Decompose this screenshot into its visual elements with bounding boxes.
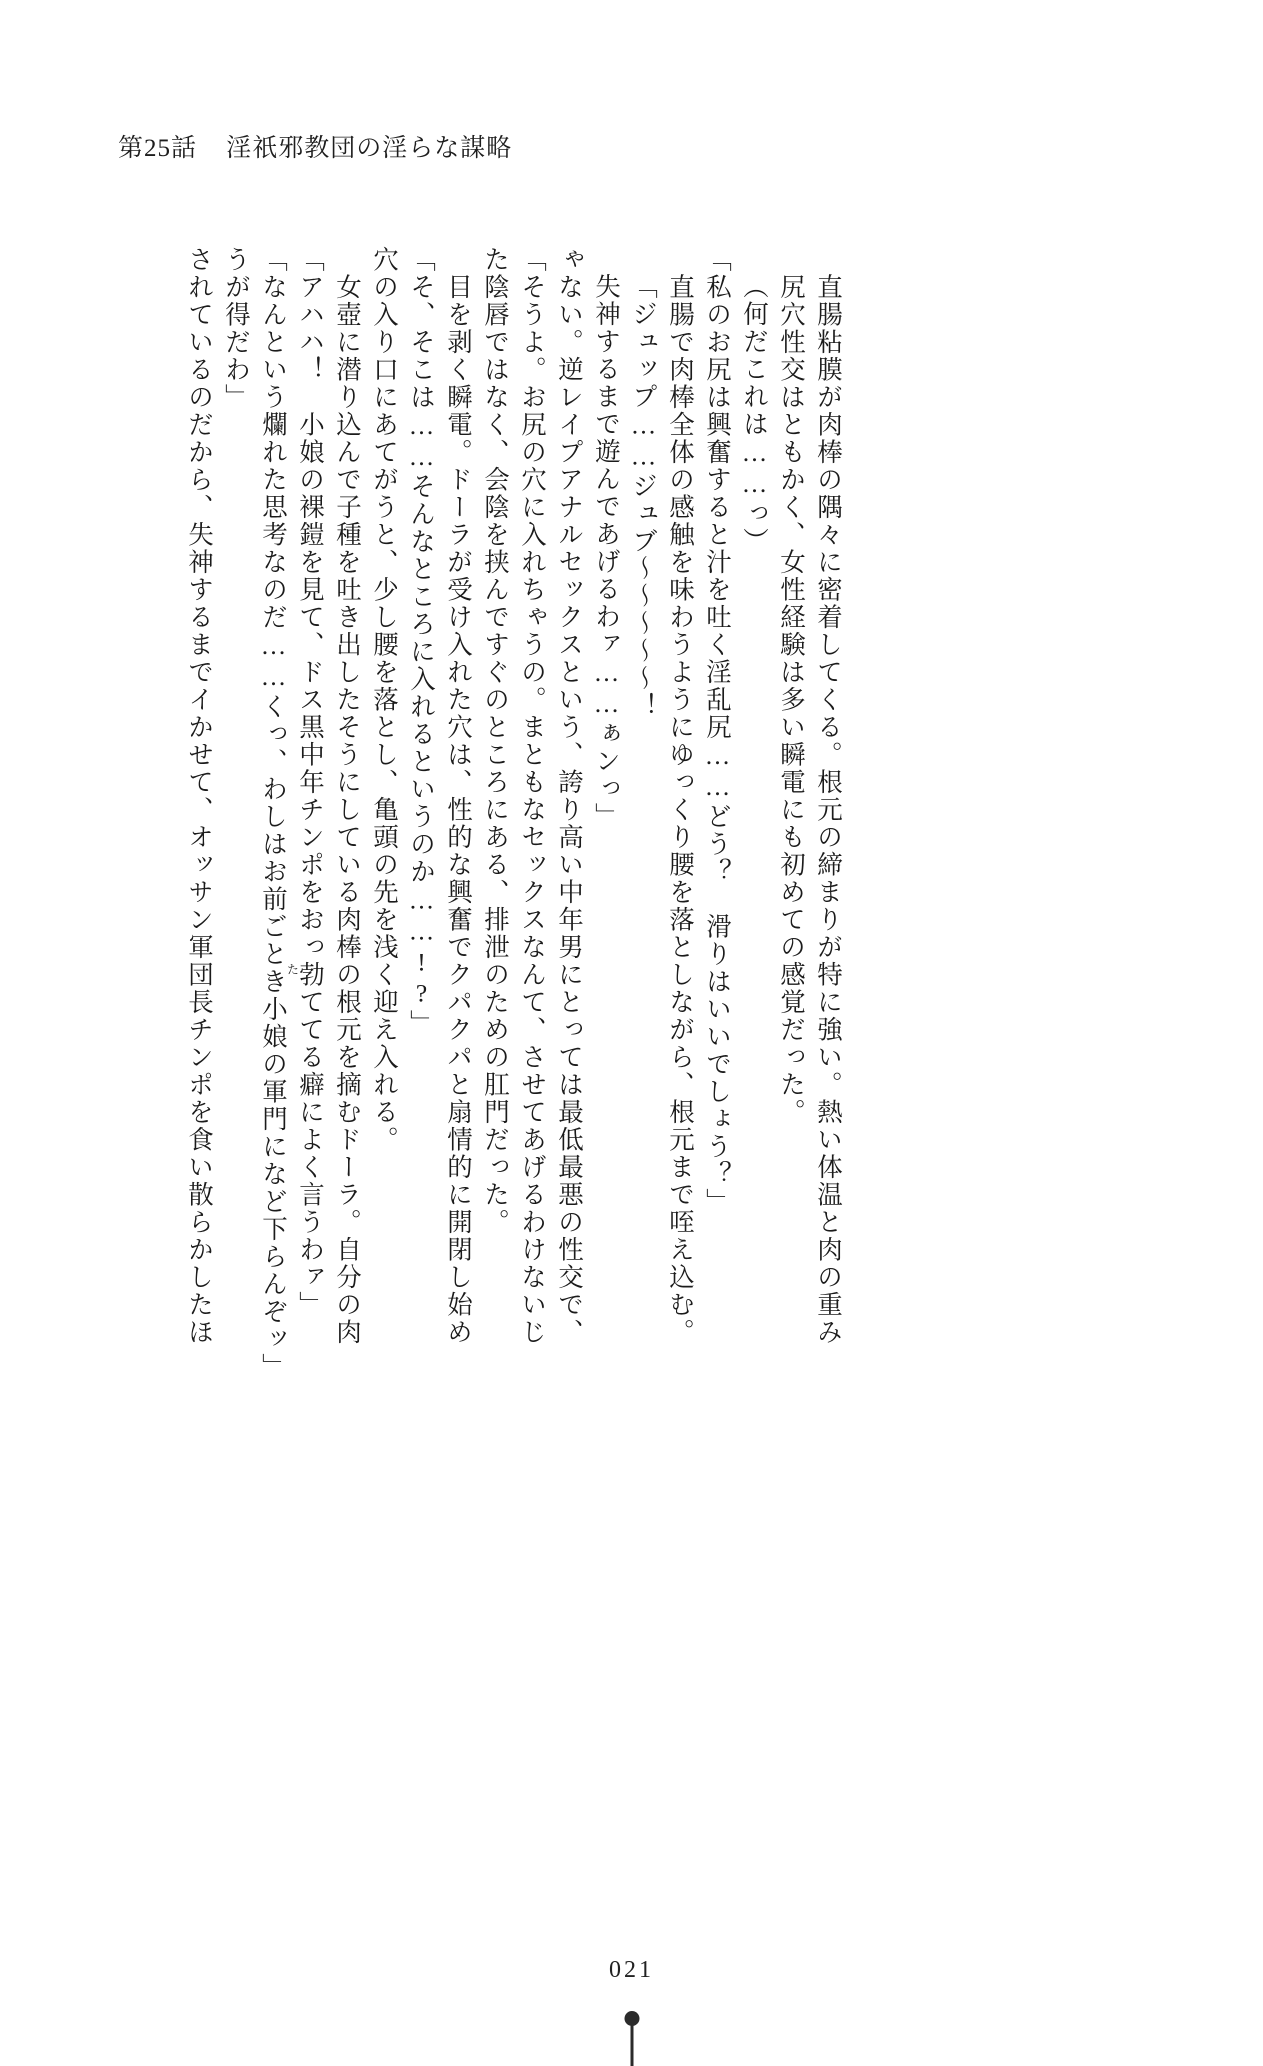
- text-line: 女壺に潜り込んで子種を吐き出したそうにしている肉棒の根元を摘むドーラ。自分の肉: [333, 246, 362, 1346]
- text-line: ゃない。逆レイプアナルセックスという、誇り高い中年男にとっては最低最悪の性交で、: [555, 246, 584, 1346]
- text-line: （何だこれは……っ）: [740, 273, 769, 555]
- text-line: 直腸で肉棒全体の感触を味わうようにゆっくり腰を落としながら、根元まで咥え込む。: [666, 246, 695, 1346]
- text-line: 「そ、そこは……そんなところに入れるというのか……!?」: [407, 246, 436, 1037]
- text-line: 失神するまで遊んであげるわァ……ぁンっ」: [592, 273, 621, 830]
- text-line: 「ジュップ……ジュブ〜〜〜〜〜！: [629, 273, 658, 720]
- text-line: 直腸粘膜が肉棒の隅々に密着してくる。根元の締まりが特に強い。熱い体温と肉の重み: [814, 246, 843, 1346]
- ruby-annotation: た: [285, 963, 300, 975]
- running-head: [118, 128, 512, 164]
- text-line: た陰唇ではなく、会陰を挟んですぐのところにある、排泄のための肛門だった。: [481, 246, 510, 1236]
- text-line: 「私のお尻は興奮すると汁を吐く淫乱尻……どう？ 滑りはいいでしょう？」: [703, 246, 732, 1216]
- footer-rule-ornament: [630, 2020, 633, 2066]
- page-number: 021: [609, 1957, 654, 1983]
- body-text-block: [175, 246, 1135, 1626]
- text-line: 尻穴性交はともかく、女性経験は多い瞬電にも初めての感覚だった。: [777, 246, 806, 1126]
- text-line: 「なんという爛れた思考なのだ……くっ、わしはお前ごとき小娘の軍門になど下らんぞッ」: [259, 246, 288, 1381]
- text-line: 「アハハ！ 小娘の裸鎧を見て、ドス黒中年チンポをおっ勃ててる癖によく言うわァ」 た: [285, 246, 325, 1319]
- chapter-number: 第25話: [118, 135, 198, 162]
- text-line: 穴の入り口にあてがうと、少し腰を落とし、亀頭の先を浅く迎え入れる。: [370, 246, 399, 1154]
- text-line: うが得だわ」: [222, 246, 251, 411]
- text-line: されているのだから、失神するまでイかせて、オッサン軍団長チンポを食い散らかしたほ: [185, 246, 214, 1346]
- text-line: 「そうよ。お尻の穴に入れちゃうの。まともなセックスなんて、させてあげるわけないじ: [518, 246, 547, 1346]
- chapter-title: 淫祇邪教団の淫らな謀略: [226, 135, 513, 162]
- text-line: 目を剥く瞬電。ドーラが受け入れた穴は、性的な興奮でクパクパと扇情的に開閉し始め: [444, 246, 473, 1346]
